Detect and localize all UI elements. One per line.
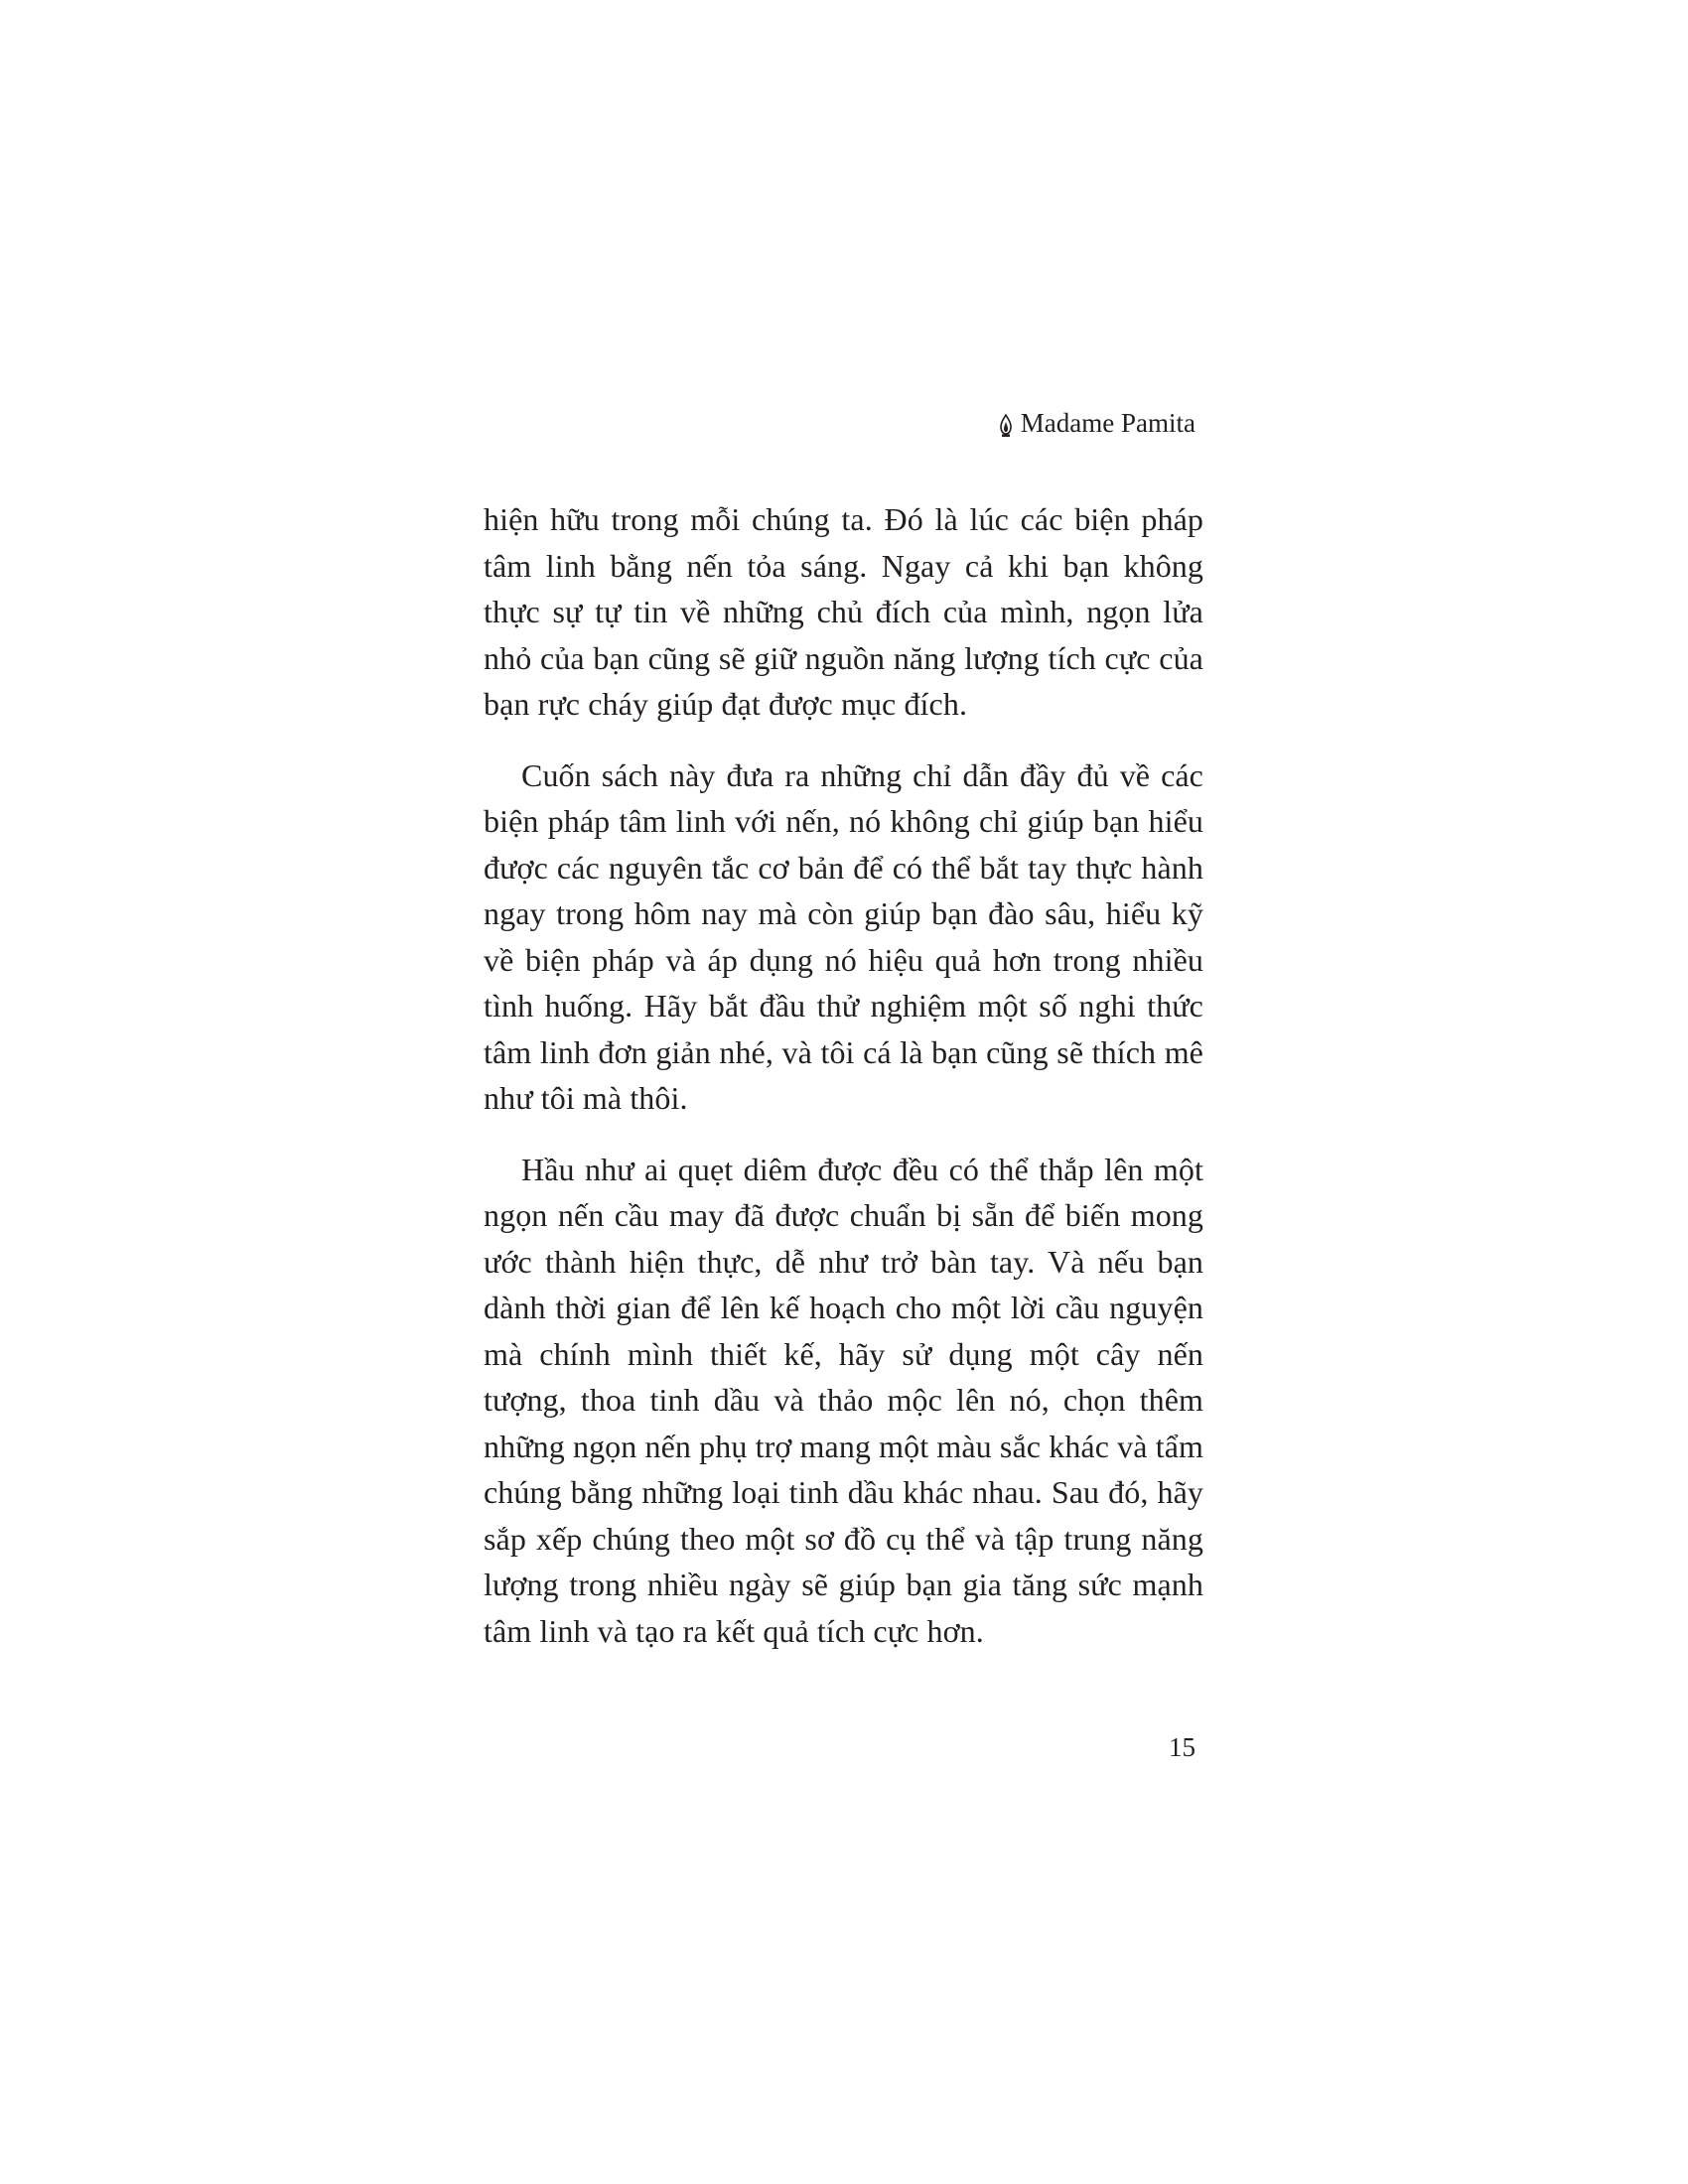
candle-flame-icon	[997, 411, 1015, 435]
paragraph-1: hiện hữu trong mỗi chúng ta. Đó là lúc các biện pháp tâm linh bằng nến tỏa sáng. Ngay cả khi bạn không thực sự tự tin về những chủ đích của mình, ngọn lửa nhỏ của bạn cũng sẽ giữ nguồn năng lượng tích cực của bạn rực cháy giúp đạt được mục đích.	[484, 501, 1203, 722]
header-title: Madame Pamita	[1020, 408, 1196, 438]
paragraph-2: Cuốn sách này đưa ra những chỉ dẫn đầy đủ về các biện pháp tâm linh với nến, nó không chỉ giúp bạn hiểu được các nguyên tắc cơ bản để có thể bắt tay thực hành ngay trong hôm nay mà còn giúp bạn đào sâu, hiểu kỹ về biện pháp và áp dụng nó hiệu quả hơn trong nhiều tình huống. Hãy bắt đầu thử nghiệm một số nghi thức tâm linh đơn giản nhé, và tôi cá là bạn cũng sẽ thích mê như tôi mà thôi.	[484, 756, 1203, 1116]
running-header	[997, 405, 1196, 441]
body-text	[484, 496, 1203, 1679]
page-number: 15	[1169, 1732, 1196, 1762]
paragraph-3: Hầu như ai quẹt diêm được đều có thể thắp lên một ngọn nến cầu may đã được chuẩn bị sẵn để biến mong ước thành hiện thực, dễ như trở bàn tay. Và nếu bạn dành thời gian để lên kế hoạch cho một lời cầu nguyện mà chính mình thiết kế, hãy sử dụng một cây nến tượng, thoa tinh dầu và thảo mộc lên nó, chọn thêm những ngọn nến phụ trợ mang một màu sắc khác và tẩm chúng bằng những loại tinh dầu khác nhau. Sau đó, hãy sắp xếp chúng theo một sơ đồ cụ thể và tập trung năng lượng trong nhiều ngày sẽ giúp bạn gia tăng sức mạnh tâm linh và tạo ra kết quả tích cực hơn.	[484, 1151, 1203, 1649]
